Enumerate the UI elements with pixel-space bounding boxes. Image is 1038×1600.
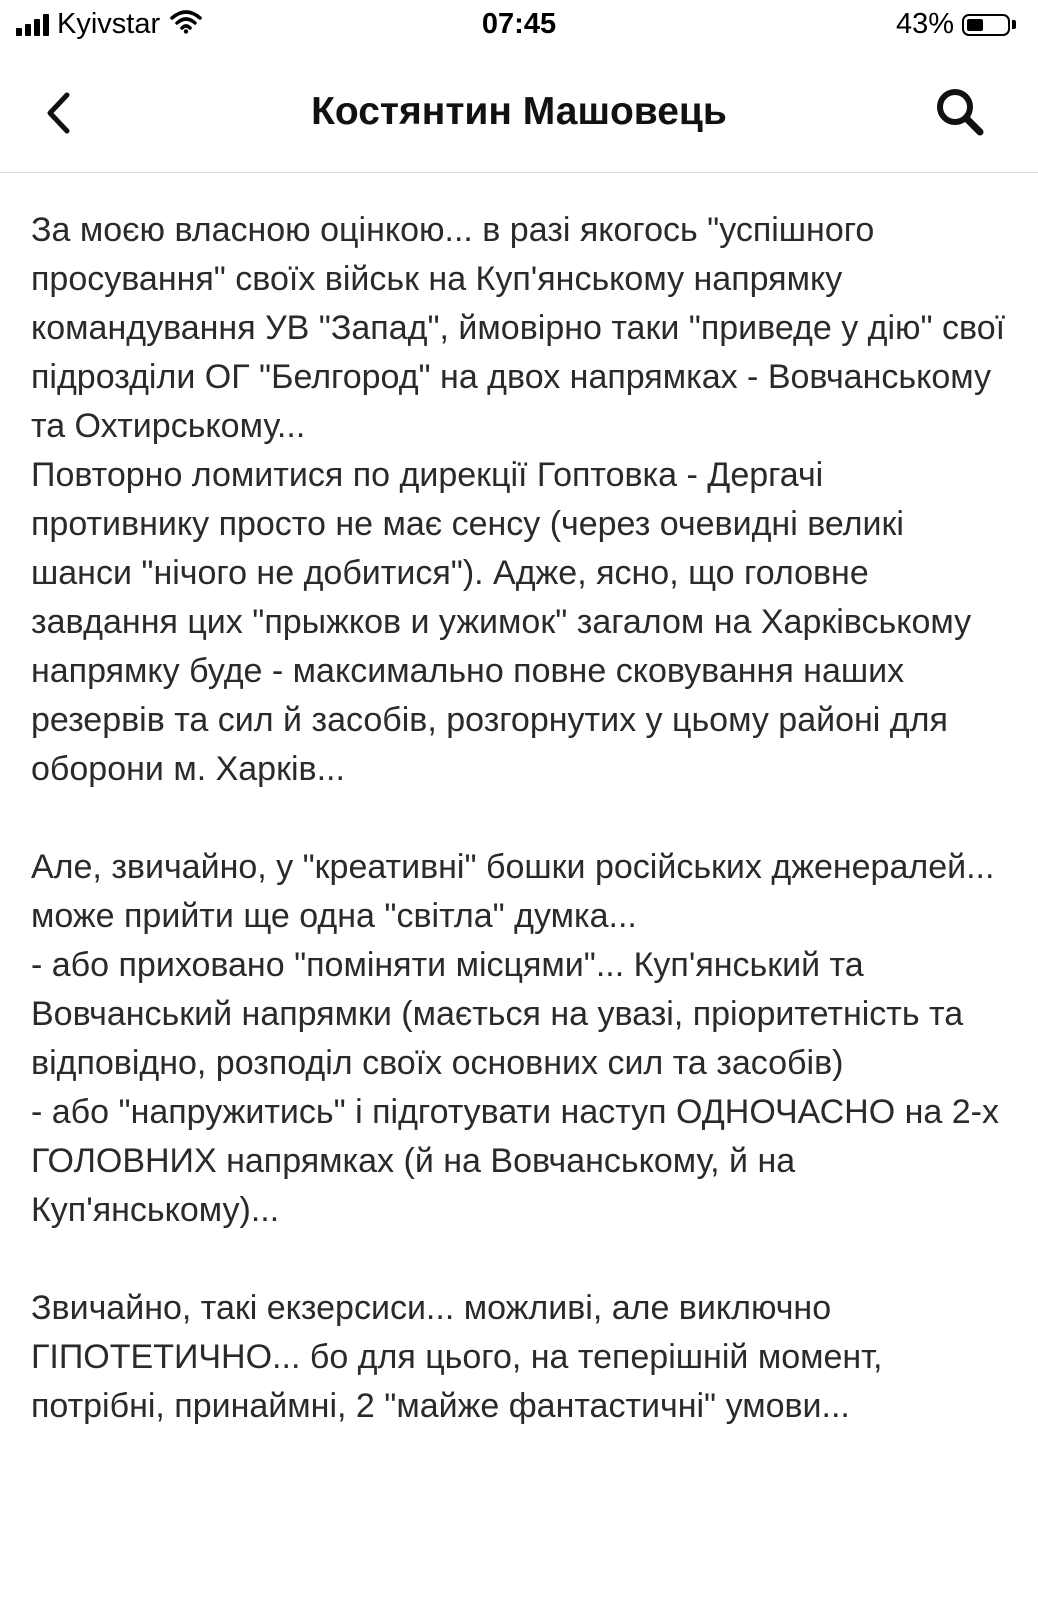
battery-tip xyxy=(1012,20,1016,29)
status-bar xyxy=(0,0,1038,52)
page-title: Костянтин Машовець xyxy=(311,90,727,133)
navigation-bar xyxy=(0,60,1038,173)
status-right xyxy=(896,8,1016,41)
post-paragraph: За моєю власною оцінкою... в разі якогось "успішного просування" своїх військ на Куп'янському напрямку командування УВ "Запад", ймовірно таки "приведе у дію" свої підрозділи ОГ "Белгород" на двох напрямках - Вовчанському та Охтирському... Повторно ломитися по дирекції Гоптовка - Дергачі противнику просто не має сенсу (через очевидні великі шанси "нічого не добитися"). Адже, ясно, що головне завдання цих "прыжков и ужимок" загалом на Харківському напрямку буде - максимально повне сковування наших резервів та сил й засобів, розгорнутих у цьому районі для оборони м. Харків... xyxy=(31,211,1006,788)
search-icon xyxy=(934,86,986,143)
battery-level xyxy=(967,19,983,31)
post-paragraph: Але, звичайно, у "креативні" бошки російських дженералей... може прийти ще одна "світла" думка... - або приховано "поміняти місцями"... Куп'янський та Вовчанський напрямки (мається на увазі, пріоритетність та відповідно, розподіл своїх основних сил та засобів) - або "напружитись" і підготувати наступ ОДНОЧАСНО на 2-х ГОЛОВНИХ напрямках (й на Вовчанському, й на Куп'янському)... xyxy=(31,848,999,1229)
post-body xyxy=(31,206,1006,1480)
battery-percent: 43% xyxy=(895,8,954,40)
search-button[interactable] xyxy=(932,86,988,142)
post-paragraph: Звичайно, такі екзерсиси... можливі, але виключно ГІПОТЕТИЧНО... бо для цього, на теперішній момент, потрібні, принаймні, 2 "майже фантастичні" умови... xyxy=(31,1289,883,1425)
status-time: 07:45 xyxy=(481,8,557,40)
carrier-name: Kyivstar xyxy=(57,8,161,40)
battery-icon xyxy=(962,14,1010,36)
